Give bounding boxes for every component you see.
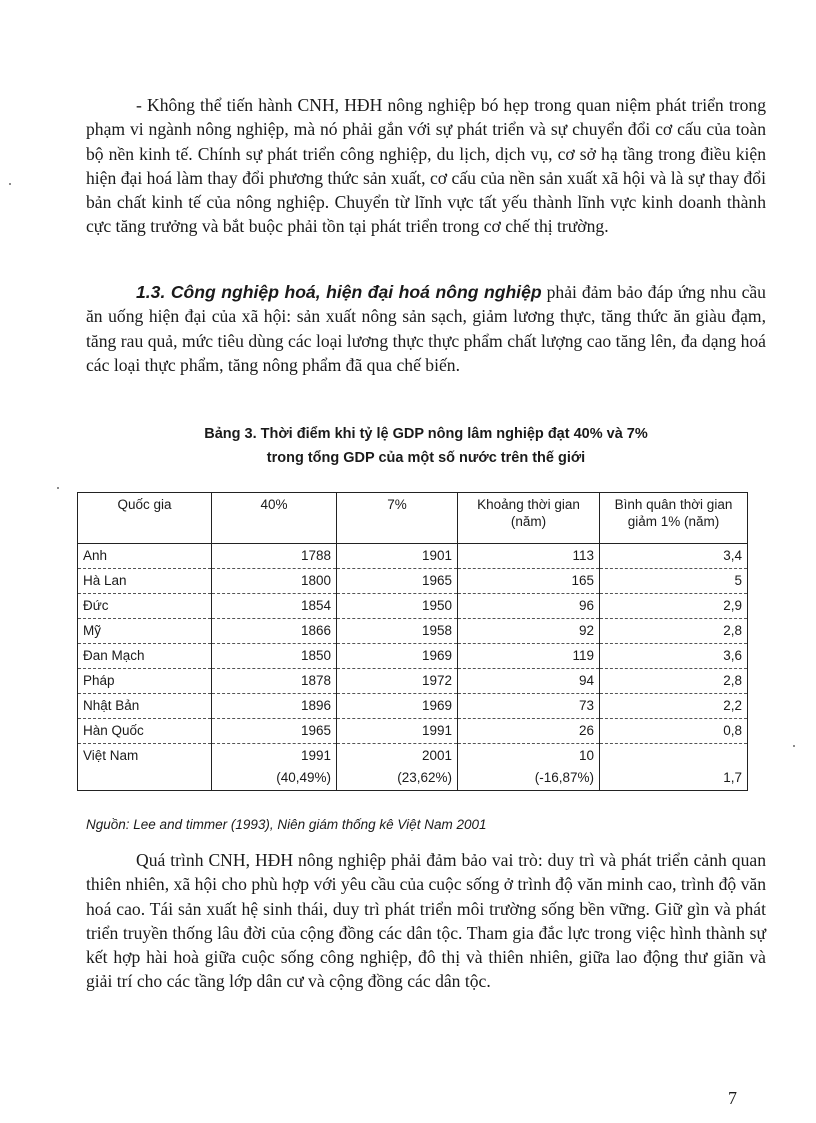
cell-year-7-value: 2001 [421, 748, 452, 763]
cell-span: 26 [458, 719, 600, 744]
cell-country: Nhật Bản [78, 694, 212, 719]
cell-year-7: 1901 [337, 544, 458, 569]
paragraph-cnh-economy: - Không thể tiến hành CNH, HĐH nông nghiệp bó hẹp trong quan niệm phát triển trong phạm vi ngành nông nghiệp, mà nó phải gắn với sự phát triển và sự chuyển đổi cơ cấu của toàn bộ nền kinh tế. Chính sự phát triển công nghiệp, du lịch, dịch vụ, cơ sở hạ tầng trong điều kiện hiện đại hoá làm thay đổi phương thức sản xuất, cơ cấu của nền sản xuất xã hội và là sự thay đổi bản chất kinh tế của nông nghiệp. Chuyển từ lĩnh vực tất yếu thành lĩnh vực kinh doanh thành cực tăng trưởng và bắt buộc phải tồn tại phát triển trong cơ chế thị trường. [86, 95, 766, 237]
cell-average: 2,2 [600, 694, 748, 719]
cell-year-40: 1965 [212, 719, 337, 744]
header-country: Quốc gia [78, 493, 212, 544]
cell-year-40: 1800 [212, 569, 337, 594]
cell-average: 2,8 [600, 669, 748, 694]
table-row-vietnam [78, 744, 748, 791]
table-row [78, 619, 748, 644]
paragraph-roles: Quá trình CNH, HĐH nông nghiệp phải đảm bảo vai trò: duy trì và phát triển cảnh quan thiên nhiên, xã hội cho phù hợp với yêu cầu của cuộc sống ở trình độ văn minh cao, trình độ văn hoá cao. Tái sản xuất hệ sinh thái, duy trì phát triển môi trường sống bền vững. Giữ gìn và phát triển truyền thống lâu đời của cộng đồng các dân tộc. Tham gia đắc lực trong việc hình thành sự kết hợp hài hoà giữa cuộc sống công nghiệp, đô thị và thiên nhiên, giữa lao động thư giãn và giải trí cho các tầng lớp dân cư và cộng đồng các dân tộc. [86, 850, 766, 992]
cell-country [78, 744, 212, 791]
cell-year-40-percent: (40,49%) [276, 770, 331, 785]
paragraph-section-1-3 [86, 280, 766, 377]
cell-year-40: 1896 [212, 694, 337, 719]
header-7pct: 7% [337, 493, 458, 544]
gdp-table [77, 492, 748, 791]
cell-year-7: 1969 [337, 694, 458, 719]
cell-span-value: 10 [578, 748, 594, 763]
cell-average: 0,8 [600, 719, 748, 744]
table-row [78, 694, 748, 719]
cell-average: 2,8 [600, 619, 748, 644]
scan-speck [9, 183, 11, 185]
table-header-row [78, 493, 748, 544]
table-caption-line-1: Bảng 3. Thời điểm khi tỷ lệ GDP nông lâm nghiệp đạt 40% và 7% [204, 426, 648, 442]
cell-span: 92 [458, 619, 600, 644]
cell-year-40: 1788 [212, 544, 337, 569]
cell-country: Pháp [78, 669, 212, 694]
cell-country: Đức [78, 594, 212, 619]
cell-average-value: 1,7 [723, 770, 742, 785]
cell-span [458, 744, 600, 791]
scan-speck [793, 745, 795, 747]
cell-year-7-percent: (23,62%) [397, 770, 452, 785]
cell-year-7: 1972 [337, 669, 458, 694]
cell-country: Hàn Quốc [78, 719, 212, 744]
cell-year-7: 1969 [337, 644, 458, 669]
table-row [78, 719, 748, 744]
cell-year-40 [212, 744, 337, 791]
table-row [78, 544, 748, 569]
cell-year-40: 1866 [212, 619, 337, 644]
cell-year-40: 1854 [212, 594, 337, 619]
cell-span: 113 [458, 544, 600, 569]
cell-country: Hà Lan [78, 569, 212, 594]
table-row [78, 594, 748, 619]
cell-average [600, 744, 748, 791]
cell-year-7: 1950 [337, 594, 458, 619]
cell-span-percent: (-16,87%) [534, 770, 594, 785]
cell-average: 2,9 [600, 594, 748, 619]
table-source-note: Nguồn: Lee and timmer (1993), Niên giám thống kê Việt Nam 2001 [86, 817, 487, 832]
cell-country: Mỹ [78, 619, 212, 644]
cell-year-40: 1850 [212, 644, 337, 669]
cell-span: 96 [458, 594, 600, 619]
cell-year-7 [337, 744, 458, 791]
section-heading: 1.3. Công nghiệp hoá, hiện đại hoá nông nghiệp [136, 282, 542, 302]
cell-span: 119 [458, 644, 600, 669]
header-average-time: Bình quân thời gian giảm 1% (năm) [600, 493, 748, 544]
cell-year-7: 1965 [337, 569, 458, 594]
table-row [78, 669, 748, 694]
page-number: 7 [728, 1088, 737, 1108]
header-40pct: 40% [212, 493, 337, 544]
cell-average: 3,6 [600, 644, 748, 669]
cell-average: 3,4 [600, 544, 748, 569]
table-row [78, 569, 748, 594]
cell-span: 165 [458, 569, 600, 594]
cell-year-40: 1878 [212, 669, 337, 694]
scan-speck [57, 487, 59, 489]
cell-span: 94 [458, 669, 600, 694]
cell-country: Anh [78, 544, 212, 569]
cell-country-name: Việt Nam [83, 748, 139, 763]
section-body: phải đảm bảo đáp ứng nhu cầu ăn uống hiện đại của xã hội: sản xuất nông sản sạch, giảm lương thực, tăng thức ăn giàu đạm, tăng rau quả, mức tiêu dùng các loại lương thực thực phẩm chất lượng cao tăng lên, đa dạng hoá các loại thực phẩm, tăng nông phẩm đã qua chế biến. [86, 282, 766, 375]
cell-span: 73 [458, 694, 600, 719]
cell-average: 5 [600, 569, 748, 594]
cell-country: Đan Mạch [78, 644, 212, 669]
cell-year-7: 1958 [337, 619, 458, 644]
table-caption-line-2: trong tổng GDP của một số nước trên thế giới [266, 450, 586, 466]
cell-year-7: 1991 [337, 719, 458, 744]
cell-year-40-value: 1991 [300, 748, 331, 763]
table-caption [86, 422, 766, 470]
cell-average-spacer [605, 745, 742, 767]
header-time-span: Khoảng thời gian (năm) [458, 493, 600, 544]
table-row [78, 644, 748, 669]
